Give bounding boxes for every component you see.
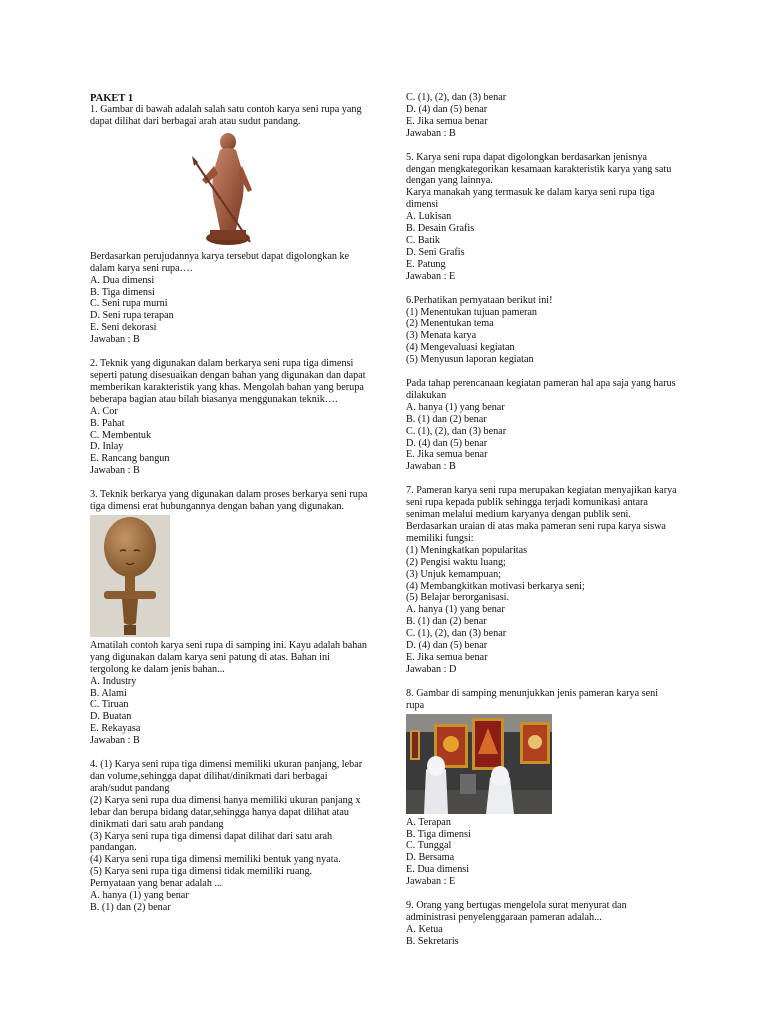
- function-4: (4) Membangkitkan motivasi berkarya seni;: [406, 580, 585, 592]
- option-a: A. hanya (1) yang benar: [406, 401, 505, 413]
- option-c: C. Membentuk: [90, 429, 152, 441]
- option-b: B. Alami: [90, 687, 127, 699]
- wooden-doll-icon: [90, 515, 170, 637]
- option-a: A. hanya (1) yang benar: [90, 890, 189, 902]
- function-2: (2) Pengisi waktu luang;: [406, 556, 506, 568]
- question-prompt: Pada tahap perencanaan kegiatan pameran hal apa saja yang harus dilakukan: [406, 378, 676, 401]
- answer: Jawaban : B: [406, 461, 456, 473]
- option-e: E. Jika semua benar: [406, 115, 488, 127]
- question-text: 1. Gambar di bawah adalah salah satu contoh karya seni rupa yang dapat dilihat dari berbagai arah atau sudut pandang.: [90, 104, 362, 127]
- option-a: A. Terapan: [406, 816, 451, 828]
- statue-figure-image: [90, 130, 368, 248]
- question-1: [90, 104, 368, 346]
- exhibition-photo-image: [406, 714, 678, 814]
- question-prompt: Pernyataan yang benar adalah ...: [90, 878, 223, 890]
- wooden-doll-image: [90, 515, 368, 637]
- option-e: E. Rekayasa: [90, 723, 141, 735]
- option-c: C. (1), (2), dan (3) benar: [406, 628, 507, 640]
- option-d: D. Seni rupa terapan: [90, 310, 174, 322]
- option-c: C. Seni rupa murni: [90, 298, 168, 310]
- question-text: 2. Teknik yang digunakan dalam berkarya seni rupa tiga dimensi seperti patung disesuaikan dengan bahan yang digunakan dan dapat memberikan karakteristik yang khas. Mengolah bahan yang berupa beberapa bagian atau bilah biasanya menggunakan teknik….: [90, 358, 366, 405]
- question-2: [90, 358, 368, 477]
- answer: Jawaban : D: [406, 663, 457, 675]
- option-a: A. Cor: [90, 405, 118, 417]
- option-e: E. Jika semua benar: [406, 651, 488, 663]
- option-c: C. (1), (2), dan (3) benar: [406, 425, 507, 437]
- statement-3: (3) Karya seni rupa tiga dimensi dapat dilihat dari satu arah pandangan.: [90, 830, 333, 854]
- left-column: [90, 104, 368, 926]
- statement-5: (5) Menyusun laporan kegiatan: [406, 354, 534, 366]
- answer: Jawaban : B: [90, 465, 140, 477]
- option-b: B. Desain Grafis: [406, 223, 475, 235]
- statement-2: (2) Menentukan tema: [406, 318, 494, 330]
- option-b: B. (1) dan (2) benar: [90, 901, 171, 913]
- option-a: A. hanya (1) yang benar: [406, 604, 505, 616]
- option-d: D. Inlay: [90, 441, 124, 453]
- option-b: B. (1) dan (2) benar: [406, 616, 487, 628]
- option-a: A. Ketua: [406, 923, 443, 935]
- statement-1: (1) Menentukan tujuan pameran: [406, 306, 537, 318]
- answer: Jawaban : E: [406, 876, 456, 888]
- question-text: Berdasarkan perujudannya karya tersebut dapat digolongkan ke dalam karya seni rupa….: [90, 250, 350, 274]
- answer: Jawaban : B: [406, 127, 456, 139]
- option-c: C. Tiruan: [90, 699, 129, 711]
- exhibition-photo-icon: [406, 714, 552, 814]
- question-3: [90, 489, 368, 747]
- answer: Jawaban : B: [90, 334, 140, 346]
- option-c: C. Tunggal: [406, 840, 452, 852]
- question-9: [406, 900, 678, 948]
- option-d: D. (4) dan (5) benar: [406, 437, 488, 449]
- right-column: [406, 92, 678, 960]
- statement-5: (5) Karya seni rupa tiga dimensi tidak memiliki ruang.: [90, 866, 313, 878]
- option-b: B. (1) dan (2) benar: [406, 413, 487, 425]
- statement-2: (2) Karya seni rupa dua dimensi hanya memiliki ukuran panjang x lebar dan berupa bidang datar,sehingga hanya dapat dilihat atau dinikmati dari satu arah pandang: [90, 794, 361, 830]
- option-a: A. Lukisan: [406, 211, 452, 223]
- option-e: E. Dua dimensi: [406, 864, 470, 876]
- question-prompt: Karya manakah yang termasuk ke dalam karya seni rupa tiga dimensi: [406, 187, 655, 211]
- option-c: C. (1), (2), dan (3) benar: [406, 92, 507, 103]
- question-text: 8. Gambar di samping menunjukkan jenis pameran karya seni rupa: [406, 687, 659, 711]
- option-b: B. Tiga dimensi: [406, 828, 471, 840]
- function-5: (5) Belajar berorganisasi.: [406, 592, 510, 604]
- option-b: B. Pahat: [90, 417, 125, 429]
- question-text: 5. Karya seni rupa dapat digolongkan berdasarkan jenisnya dengan mengkategorikan kesamaan karakteristik karya yang satu dengan yang lainnya.: [406, 151, 672, 187]
- answer: Jawaban : E: [406, 270, 456, 282]
- answer: Jawaban : B: [90, 735, 140, 747]
- statement-3: (3) Menata karya: [406, 330, 477, 342]
- option-b: B. Sekretaris: [406, 935, 459, 947]
- question-text: 7. Pameran karya seni rupa merupakan kegiatan menyajikan karya seni rupa kepada publik sehingga terjadi komunikasi antara seniman melalui medium karyanya dengan publik seni.: [406, 485, 677, 521]
- function-1: (1) Meningkatkan popularitas: [406, 544, 528, 556]
- question-7: [406, 485, 678, 676]
- option-b: B. Tiga dimensi: [90, 286, 155, 298]
- option-a: A. Industry: [90, 675, 137, 687]
- option-e: E. Jika semua benar: [406, 449, 488, 461]
- question-text: 9. Orang yang bertugas mengelola surat menyurat dan administrasi penyelenggaraan pameran adalah...: [406, 900, 627, 923]
- question-4: [90, 759, 368, 914]
- question-text: 6.Perhatikan pernyataan berikut ini!: [406, 294, 553, 306]
- page-title: PAKET 1: [90, 93, 134, 104]
- option-d: D. (4) dan (5) benar: [406, 640, 488, 652]
- option-d: D. Seni Grafis: [406, 246, 465, 258]
- question-4-continued: [406, 92, 678, 140]
- option-e: E. Rancang bangun: [90, 453, 170, 465]
- option-c: C. Batik: [406, 234, 440, 246]
- statement-4: (4) Mengevaluasi kegiatan: [406, 342, 515, 354]
- statue-figure-icon: [188, 130, 266, 248]
- option-e: E. Patung: [406, 258, 446, 270]
- function-3: (3) Unjuk kemampuan;: [406, 568, 502, 580]
- question-prompt: Berdasarkan uraian di atas maka pameran seni rupa karya siswa memiliki fungsi:: [406, 521, 666, 544]
- option-e: E. Seni dekorasi: [90, 322, 157, 334]
- option-d: D. (4) dan (5) benar: [406, 103, 488, 115]
- option-d: D. Bersama: [406, 852, 455, 864]
- question-text: Amatilah contoh karya seni rupa di samping ini. Kayu adalah bahan yang digunakan dalam karya seni patung di atas. Bahan ini tergolong ke dalam jenis bahan...: [90, 639, 367, 675]
- option-a: A. Dua dimensi: [90, 274, 155, 286]
- statement-4: (4) Karya seni rupa tiga dimensi memiliki bentuk yang nyata.: [90, 854, 341, 866]
- question-text: 3. Teknik berkarya yang digunakan dalam proses berkarya seni rupa tiga dimensi erat hubungannya dengan bahan yang digunakan.: [90, 489, 368, 513]
- question-5: [406, 152, 678, 283]
- question-text: 4. (1) Karya seni rupa tiga dimensi memiliki ukuran panjang, lebar dan volume,sehingga dapat dilihat/dinikmati dari berbagai arah/sudut pandang: [90, 759, 363, 794]
- question-6: [406, 295, 678, 474]
- option-d: D. Buatan: [90, 711, 132, 723]
- question-8: [406, 688, 678, 888]
